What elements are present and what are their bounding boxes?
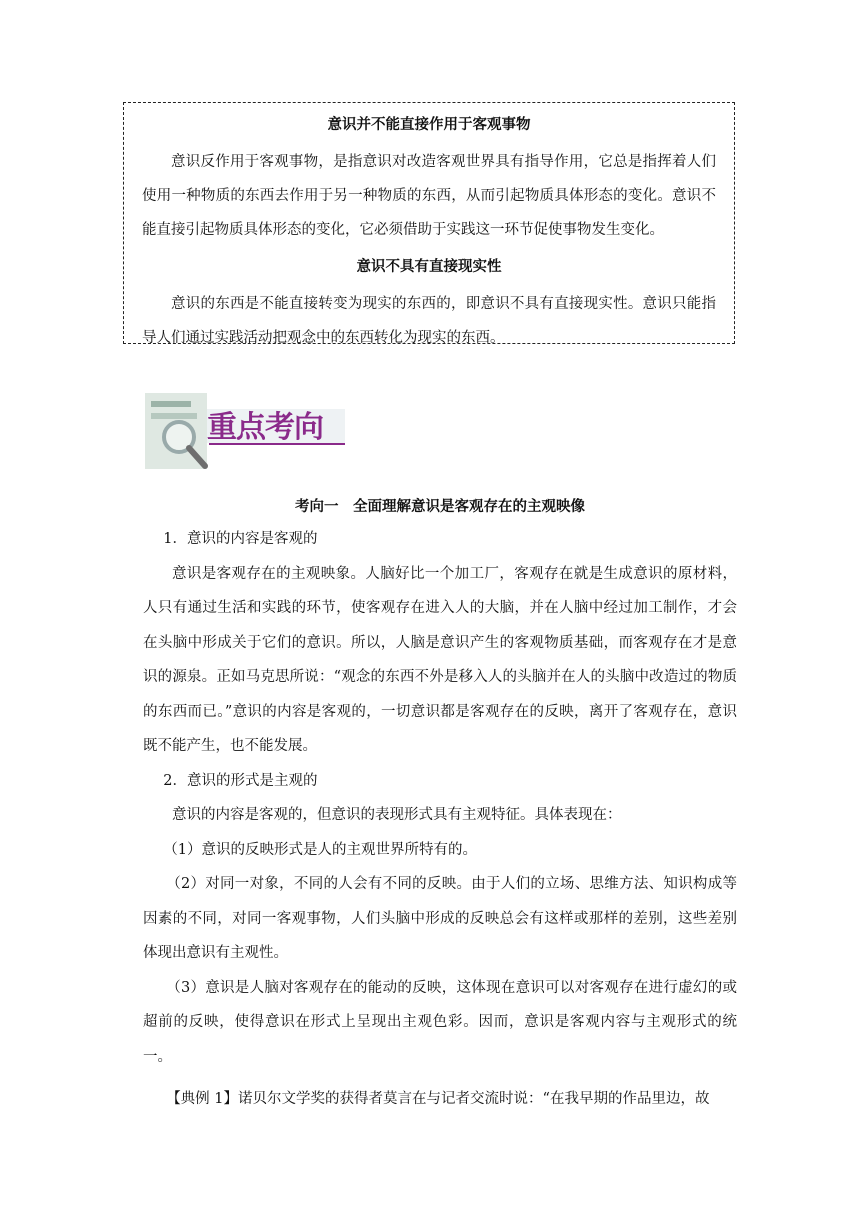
box-paragraph-2: 意识的东西是不能直接转变为现实的东西的，即意识不具有直接现实性。意识只能指导人们通过实践活动把观念中的东西转化为现实的东西。 [142, 296, 716, 346]
box-paragraph-1: 意识反作用于客观事物，是指意识对改造客观世界具有指导作用，它总是指挥着人们使用一种物质的东西去作用于另一种物质的东西，从而引起物质具体形态的变化。意识不能直接引起物质具体形态的变化，它必须借助于实践这一环节促使事物发生变化。 [142, 154, 716, 238]
item2-heading: 2．意识的形式是主观的 [163, 772, 318, 789]
key-points-banner [145, 393, 345, 469]
example-text: 诺贝尔文学奖的获得者莫言在与记者交流时说：“在我早期的作品里边，故 [238, 1091, 710, 1107]
sub-point-1: （1）意识的反映形式是人的主观世界所特有的。 [163, 841, 478, 858]
box-heading-2: 意识不具有直接现实性 [356, 259, 502, 275]
sub-point-2: （2）对同一对象，不同的人会有不同的反映。由于人们的立场、思维方法、知识构成等因素的不同，对同一客观事物，人们头脑中形成的反映总会有这样或那样的差别，这些差别体现出意识有主观性。 [143, 876, 737, 961]
info-box [123, 102, 735, 344]
main-section [143, 492, 737, 1117]
item1-heading: 1．意识的内容是客观的 [163, 531, 318, 547]
example-label: 【典例 1】 [166, 1091, 239, 1107]
box-heading-1: 意识并不能直接作用于客观事物 [327, 117, 531, 133]
banner-title: 重点考向 [207, 410, 323, 445]
section-title: 考向一 全面理解意识是客观存在的主观映像 [295, 499, 585, 515]
example-paragraph [143, 1082, 737, 1117]
item2-body: 意识的内容是客观的，但意识的表现形式具有主观特征。具体表现在： [172, 807, 622, 823]
sub-point-3: （3）意识是人脑对客观存在的能动的反映，这体现在意识可以对客观存在进行虚幻的或超前的反映，使得意识在形式上呈现出主观色彩。因而，意识是客观内容与主观形式的统一。 [143, 979, 737, 1065]
item1-body: 意识是客观存在的主观映象。人脑好比一个加工厂，客观存在就是生成意识的原材料，人只有通过生活和实践的环节，使客观存在进入人的大脑，并在人脑中经过加工制作，才会在头脑中形成关于它们的意识。所以，人脑是意识产生的客观物质基础，而客观存在才是意识的源泉。正如马克思所说：“观念的东西不外是移入人的头脑并在人的头脑中改造过的物质的东西而已。”意识的内容是客观的，一切意识都是客观存在的反映，离开了客观存在，意识既不能产生，也不能发展。 [143, 565, 737, 754]
